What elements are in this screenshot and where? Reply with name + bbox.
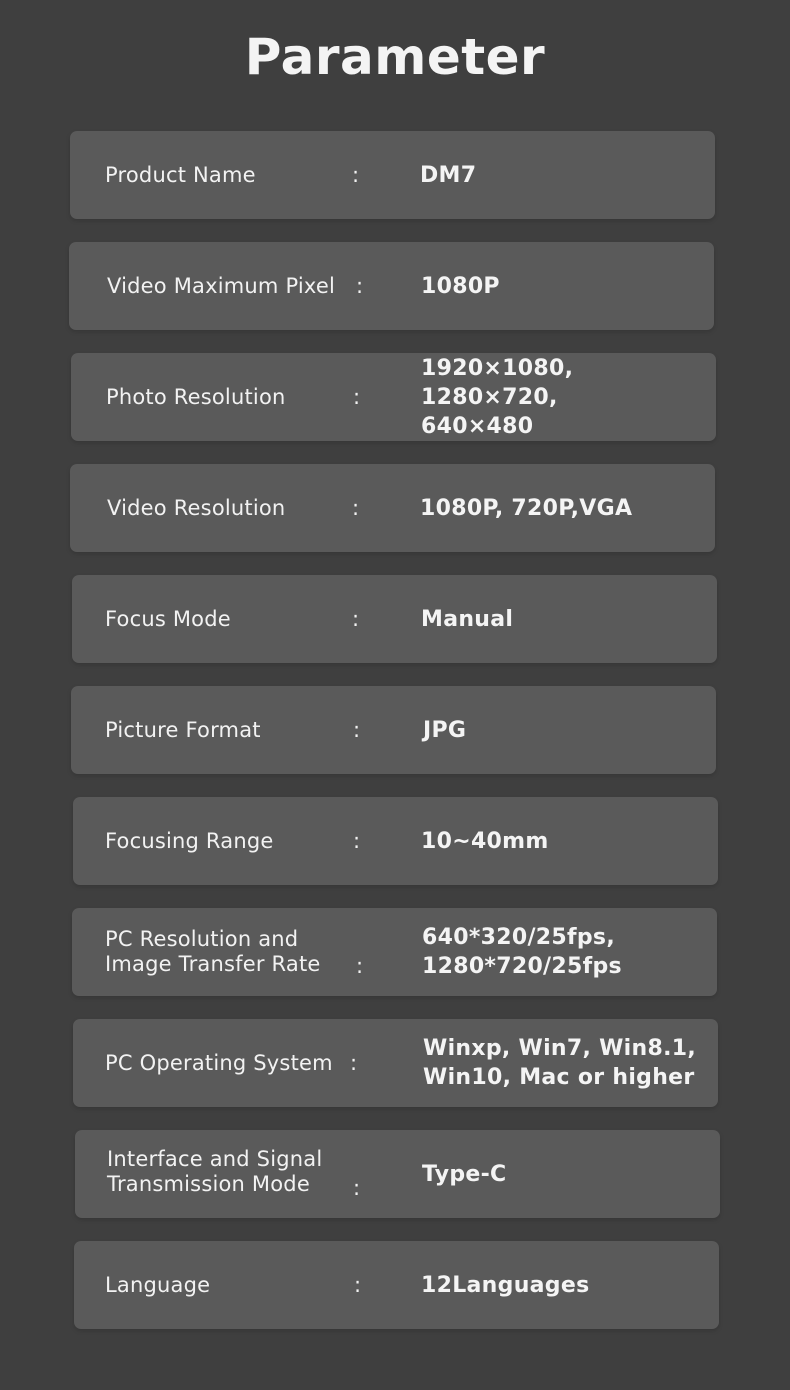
- spec-row-focusing-range: [73, 797, 718, 885]
- spec-separator: :: [353, 385, 361, 409]
- spec-value: 1080P, 720P,VGA: [420, 495, 633, 521]
- spec-row-pc-operating-system: [73, 1019, 718, 1107]
- spec-label: Photo Resolution: [106, 384, 286, 409]
- spec-row-picture-format: [71, 686, 716, 774]
- spec-row-focus-mode: [72, 575, 717, 663]
- spec-label: Product Name: [105, 162, 256, 187]
- spec-label: Video Maximum Pixel: [107, 273, 336, 298]
- spec-separator: :: [354, 1273, 362, 1297]
- spec-separator: :: [353, 718, 361, 742]
- spec-value: 10~40mm: [421, 828, 549, 854]
- spec-separator: :: [352, 607, 360, 631]
- spec-separator: :: [353, 1176, 361, 1200]
- spec-value: 1080P: [421, 273, 500, 299]
- spec-value: 640*320/25fps, 1280*720/25fps: [422, 925, 622, 979]
- spec-row-interface-transmission: [75, 1130, 720, 1218]
- spec-value: Type-C: [422, 1161, 507, 1187]
- spec-row-photo-resolution: [71, 353, 716, 441]
- spec-separator: :: [356, 954, 364, 978]
- spec-label: Focus Mode: [105, 606, 231, 631]
- spec-label: Picture Format: [105, 717, 261, 742]
- page-title: Parameter: [244, 28, 546, 86]
- spec-row-video-maximum-pixel: [69, 242, 714, 330]
- spec-label: Interface and Signal Transmission Mode: [107, 1147, 323, 1196]
- spec-label: Language: [105, 1272, 211, 1297]
- spec-row-language: [74, 1241, 719, 1329]
- spec-label: Video Resolution: [107, 495, 286, 520]
- spec-separator: :: [350, 1051, 358, 1075]
- spec-value: 12Languages: [421, 1272, 590, 1298]
- spec-separator: :: [352, 163, 360, 187]
- spec-separator: :: [356, 274, 364, 298]
- spec-separator: :: [352, 496, 360, 520]
- spec-value: Manual: [421, 606, 514, 632]
- spec-label: PC Resolution and Image Transfer Rate: [105, 927, 321, 976]
- spec-separator: :: [353, 829, 361, 853]
- spec-row-pc-resolution: [72, 908, 717, 996]
- spec-value: DM7: [420, 162, 477, 188]
- spec-value: Winxp, Win7, Win8.1, Win10, Mac or higher: [423, 1036, 697, 1090]
- spec-row-video-resolution: [70, 464, 715, 552]
- spec-row-product-name: [70, 131, 715, 219]
- spec-label: Focusing Range: [105, 828, 274, 853]
- spec-value: JPG: [423, 717, 467, 743]
- spec-value: 1920×1080, 1280×720, 640×480: [421, 355, 574, 439]
- spec-label: PC Operating System: [105, 1050, 333, 1075]
